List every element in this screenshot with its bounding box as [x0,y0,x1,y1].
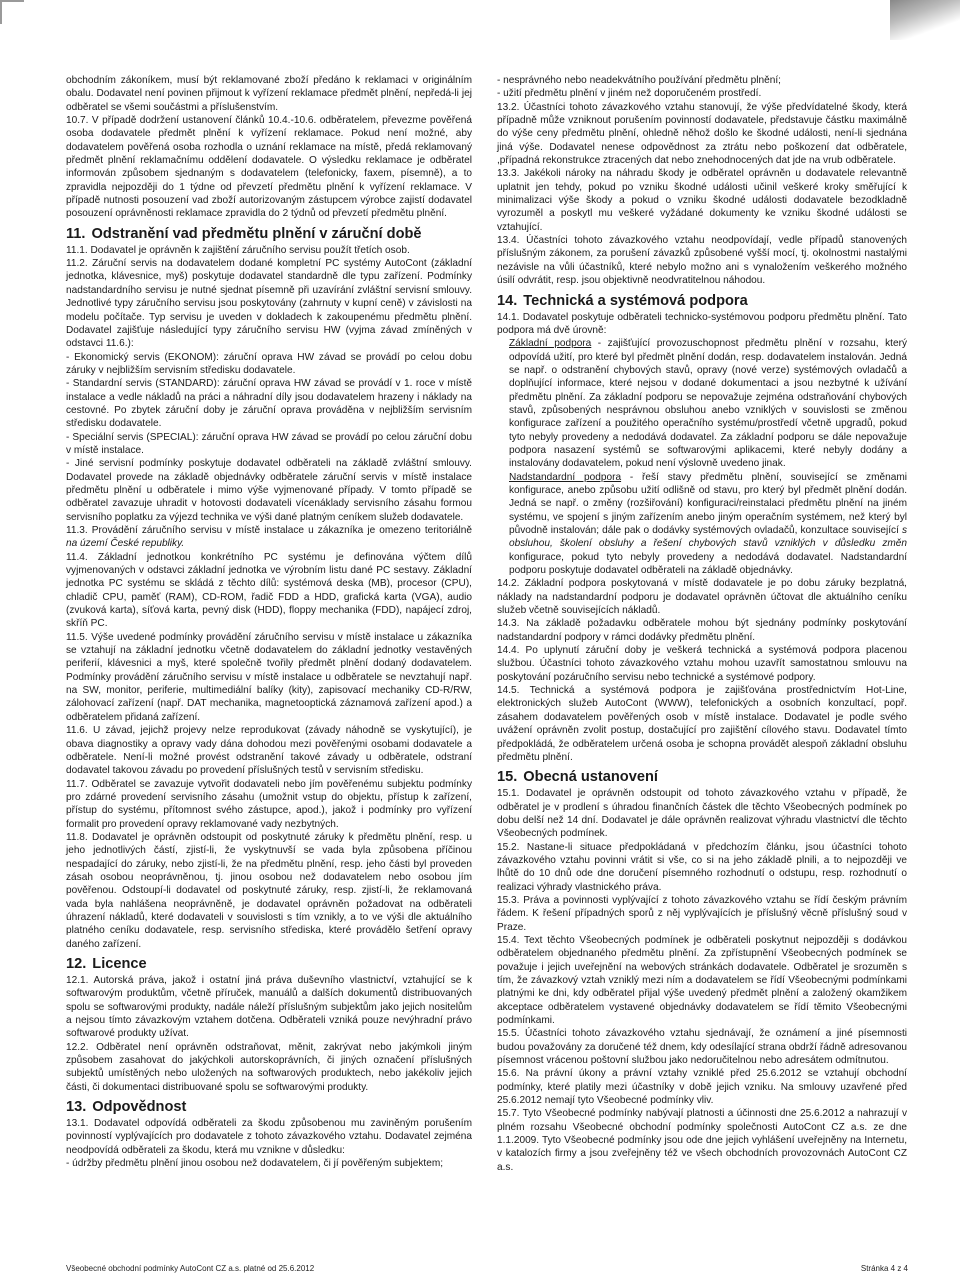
paragraph: 11.8. Dodavatel je oprávněn odstoupit od poskytnuté záruky k předmětu plnění, resp. u jeho jednotlivých částí, zjistí-li, že vyskytnuvší se vada byla způsobena příčinou nespadající do záruky, nebo zjistí-li, že na předmětu plnění, resp. jeho části byl proveden zásah osobou neoprávněnou, tj. jinou osobou než dodavatelem nebo osobou jím pověřenou. Odstoupí-li dodavatel od poskytnuté záruky, resp. zjistí-li, že reklamovaná vada byla nahlášena neoprávněně, je dodavatel oprávněn požadovat na odběrateli úhrazení nákladů, které dodavateli v souvislosti s tím vznikly, a to ve výši dle aktuálního platného ceníku dodavatele, resp. servisního střediska, které provádělo šetření opravy daného zařízení. [66,831,472,950]
paragraph: 11.5. Výše uvedené podmínky provádění záručního servisu v místě instalace u zákazníka se vztahují na základní jednotku včetně dodavatelem do základní jednotky vestavěných periferií, klávesnici a myš, které společně tvořily předmět plnění dodaný dodavatelem. Podmínky provádění záručního servisu v místě instalace u odběratele se nevztahují např. na SW, monitor, periferie, multimediální balíky (kity), zapisovací mechaniky CD-R/RW, zálohovací zařízení (např. DAT mechanika, magnetooptická záznamová zařízení apod.) a odběratelem přidaná zařízení. [66,631,472,723]
paragraph: Nadstandardní podpora - řeší stavy předmětu plnění, související se změnami konfigurace, anebo způsobu užití odlišně od stavu, pro který byl předmět plnění dodán. Jedná se např. o změny (rozšiřování) konfiguraci/reinstalaci předmětu plnění na jiném systému, ve spojení s jiným zařízením anebo jiným operačním systémem, než který byl původně instalován; dále pak o dodávky systémových ovladačů, konzultace související s obsluhou, školení obsluhy a řešení chybových stavů vzniklých v důsledku změn konfigurace, pokud tyto nebyly provedeny a nedodává dodavatel. Nadstandardní podporu poskytuje dodavatel odběrateli na základě objednávky. [509,471,907,577]
footer-document-title: Všeobecné obchodní podmínky AutoCont CZ a.s. platné od 25.6.2012 [66,1264,315,1273]
paragraph: 11.3. Provádění záručního servisu v místě instalace u zákazníka je omezeno teritoriálně na území České republiky. [66,525,472,550]
bullet-item: - nesprávného nebo neadekvátního používání předmětu plnění; [497,75,781,86]
bullet-item: - užití předmětu plnění v jiném než doporučeném prostředí. [497,88,762,100]
bullet-item: - Standardní servis (STANDARD): záruční oprava HW závad se provádí v 1. roce v místě instalace a vedle nákladů na práci a náhradní díly jsou dodavatelem hrazeny i náklady na cestovné. Po zbytek záruční doby je záruční oprava prováděna v nejbližším servisním středisku dodavatele. [66,378,472,430]
paragraph: 14.1. Dodavatel poskytuje odběrateli technicko-systémovou podporu předmětu plnění. Tato podpora má dvě úrovně: [497,311,907,336]
paragraph: 14.2. Základní podpora poskytovaná v místě dodavatele je po dobu záruky bezplatná, náklady na nadstandardní podporu je dodavatel oprávněn účtovat dle aktuálního ceníku služeb včetně souvisejících nákladů. [497,578,907,617]
paragraph: 15.5. Účastníci tohoto závazkového vztahu sjednávají, že oznámení a jiné písemnosti budou považovány za doručené též dnem, kdy odesílající strana obdrží řádně adresovanou písemnost vrácenou poštovní službou jako nedoručitelnou nebo adresátem odmítnutou. [497,1028,907,1067]
paragraph: 11.6. U závad, jejichž projevy nelze reprodukovat (závady náhodně se vyskytující), je obava diagnostiky a opravy vady dána dohodou mezi pověřenými osobami dodavatele a odběratele. Není-li možné provést odstranění takové závady u odběratele, odstraní dodavatel takovou závadu po provedení příslušných testů v servisním středisku. [66,725,472,777]
right-column [497,74,907,1174]
paragraph: 12.1. Autorská práva, jakož i ostatní jiná práva duševního vlastnictví, vztahující se k softwarovým produktům, včetně příruček, manuálů a dalších dokumentů distribuovaných spolu se softwarovými produkty, nadále náleží příslušným subjektům jako jejich nositelům a nejsou tímto závazkovým vztahem dotčena. Odběrateli vzniká pouze nevýhradní právo softwarové produkty užívat. [66,975,472,1040]
paragraph: 13.3. Jakékoli nároky na náhradu škody je odběratel oprávněn u dodavatele relevantně uplatnit jen tehdy, pokud po vzniku škodné události učinil veškeré kroky směřující k minimalizaci výše škody a pokud o vzniku škodné události dodavatele bezodkladně vyrozuměl a poskytl mu veškeré vyžádané dokumenty ke vzniku škodné události se vztahující. [497,168,907,233]
paragraph: obchodním zákoníkem, musí být reklamované zboží předáno k reklamaci v originálním obalu. Dodavatel není povinen přijmout k vyřízení reklamace předmět plnění, nepředá-li jej odběratel se všemi součástmi a příslušenstvím. [66,75,472,113]
paragraph: 15.2. Nastane-li situace předpokládaná v předchozím článku, jsou účastníci tohoto závazkového vztahu povinni vrátit si vše, co si na jeho základě plnili, a to nejpozději ve lhůtě do 10 dnů ode dne doručení písemného rozhodnutí o odstupu, resp. rozhodnutí o realizaci výhrady vlastnického práva. [497,841,907,893]
scan-corner-shadow [890,0,960,40]
section-heading-15: 15. Obecná ustanovení [497,769,658,786]
paragraph: 15.3. Práva a povinnosti vyplývající z tohoto závazkového vztahu se řídí českým právním řádem. K řešení případných sporů z něj vyplývajících je příslušný věcně příslušný soud v Praze. [497,894,907,933]
bullet-item: - Jiné servisní podmínky poskytuje dodavatel odběrateli na základě zvláštní smlouvy. Dodavatel provede na základě objednávky odběratele záruční servis v místě instalace předmětu plnění u odběratele i mimo výše vyjmenované případy. V tomto případě se odběratel zavazuje uhradit v hotovosti dodavateli vícenáklady servisního zásahu formou servisního poplatku za výjezd technika ve výši dané platným ceníkem služeb dodavatele. [66,458,472,523]
bullet-item: - Speciální servis (SPECIAL): záruční oprava HW závad se provádí po celou záruční dobu v místě instalace. [66,431,472,456]
paragraph: 13.1. Dodavatel odpovídá odběrateli za škodu způsobenou mu zaviněným porušením povinností vyplývajících pro dodavatele z tohoto závazkového vztahu. Dodavatel zejména neodpovídá odběrateli za škodu, která mu vznikne v důsledku: [66,1118,472,1156]
paragraph: 11.7. Odběratel se zavazuje vytvořit dodavateli nebo jím pověřenému subjektu podmínky pro zdárné provedení servisního zásahu (umožnit vstup do objektu, přístup k zařízení, přístup do systému, přítomnost svého zástupce, apod.), jakož i podmínky pro vyřízení formalit pro provedení opravy reklamované vady nezbytných. [66,778,472,830]
paragraph: 11.4. Základní jednotkou konkrétního PC systému je definována výčtem dílů vyjmenovaných v odstavci základní jednotka ve výrobním listu dané PC sestavy. Základní jednotka PC systému se skládá z těchto dílů: systémová deska (MB), procesor (CPU), chladič CPU, paměť (RAM), CD-ROM, řadič FDD a HDD, grafická karta (VGA), audio (zvuková karta), síťová karta, pevný disk (HDD), floppy mechanika (FDD), napájecí zdroj, skříň PC. [66,551,472,630]
paragraph: 14.3. Na základě požadavku odběratele mohou být sjednány podmínky poskytování nadstandardní podpory v rámci dodávky předmětu plnění. [497,618,907,643]
page-footer [66,1264,908,1273]
paragraph: 15.6. Na právní úkony a právní vztahy vzniklé před 25.6.2012 se vztahují obchodní podmínky, které platily mezi účastníky v době jejich vzniku. Na smlouvy uzavřené před 25.6.2012 nemají tyto Všeobecné podmínky vliv. [497,1068,907,1107]
section-heading-11: 11. Odstranění vad předmětu plnění v záruční době [66,225,422,242]
scan-corner-mark [0,0,24,24]
paragraph: 15.7. Tyto Všeobecné podmínky nabývají platnosti a účinnosti dne 25.6.2012 a nahrazují v plném rozsahu Všeobecné obchodní podmínky společnosti AutoCont CZ a.s. ze dne 1.1.2009. Tyto Všeobecné podmínky jsou ode dne jejich vyhlášení uveřejněny na Internetu, v katalozích firmy a jsou zveřejněny též ve všech obchodních provozovnách AutoCont CZ a.s. [497,1108,907,1173]
section-heading-13: 13. Odpovědnost [66,1099,187,1116]
section-heading-12: 12. Licence [66,956,147,972]
section-heading-14: 14. Technická a systémová podpora [497,292,748,309]
paragraph: 13.2. Účastníci tohoto závazkového vztahu stanovují, že výše předvídatelné škody, která případně může vzniknout porušením povinností dodavatele, představuje částku maximálně do výše ceny předmětu plnění, ohledně něhož došlo ke škodné události, není-li sjednána jiná výše. Dodavatel nenese odpovědnost za ztrátu nebo poškození dat odběratele, ,případná rekonstrukce ztracených dat nebo znehodnocených dat jde na vrub odběratele. [497,101,907,167]
page-number: Stránka 4 z 4 [860,1264,908,1273]
paragraph: 10.7. V případě dodržení ustanovení článků 10.4.-10.6. odběratelem, převezme pověřená osoba dodavatele předmět plnění k vyřízení reklamace. Pokud není možné, aby dodavatelem pověřená osoba rozhodla o uznání reklamace na místě, předá reklamovaný předmět plnění reklamačnímu oddělení dodavatele. O výsledku reklamace je odběratel informován způsobem sjednaným s dodavatelem (telefonicky, faxem, písemně), a to zpravidla nejpozději do 1 týdne od převzetí předmětu plnění k vyřízení reklamace. V případě nutnosti posouzení vad zboží autorizovaným zástupcem výrobce zajistí dodavatel posouzení oprávněnosti reklamace zpravidla do 2 týdnů od převzetí předmětu plnění. [66,115,472,220]
paragraph: 15.1. Dodavatel je oprávněn odstoupit od tohoto závazkového vztahu v případě, že odběratel je v prodlení s úhradou finančních částek dle těchto Všeobecných podmínek po dobu delší než 14 dní. Dodavatel je dále oprávněn realizovat výhradu vlastnictví dle těchto Všeobecných podmínek. [497,788,907,840]
paragraph: 14.5. Technická a systémová podpora je zajišťována prostřednictvím Hot-Line, elektronických služeb AutoCont (WWW), telefonických a osobních konzultací, popř. zásahem dodavatelem pověřených osob v místě instalace. Dodavatel je podle svého uvážení oprávněn zvolit postup, dostačující pro zajištění cílového stavu. Dodavatel tímto předpokládá, že odběratelem určená osoba je schopna provádět alespoň základní obsluhu předmětu plnění. [497,685,907,763]
left-column [66,74,472,1170]
paragraph: 11.2. Záruční servis na dodavatelem dodané kompletní PC systémy AutoCont (základní jednotka, klávesnice, myš) poskytuje dodavatel standardně dle typu zařízení. Podmínky nadstandardního servisu je nutné sjednat písemně při uzavírání zvláštní servisní smlouvy. Jednotlivé typy záručního servisu jsou poskytovány (zahrnuty v kupní ceně) v závislosti na modelu počítače. Typ servisu je uveden v dokladech k zakoupenému předmětu plnění. Dodavatel zajišťuje následující typy záručního servisu HW (vyjma závad zmíněných v odstavci 11.6.): [66,258,472,350]
paragraph: Základní podpora - zajišťující provozuschopnost předmětu plnění v rozsahu, který odpovídá užití, pro které byl předmět plnění dodán, resp. dodavatelem instalován. Jedná se např. o odstranění chybových stavů, opravy (nové verze) systémových ovladačů a doplňující informace, které nejsou v dodané dokumentaci a jsou nezbytné k užívání předmětu plnění. Za základní podporu se nepovažuje zejména odstraňování chybových stavů, způsobených nesprávnou obsluhou anebo vzniklých v souvislosti se změnou konfigurace zařízení a použitého operačního systému/prostředí včetně upgradů, pokud tyto nebyly provedeny a nedodává dodavatel. Za základní podporu se dále nepovažuje podpora nasazení systémů se softwarovými aplikacemi, které nebyly dodány a instalovány dodavatelem, pokud není výslovně uvedeno jinak. [509,338,907,470]
bullet-item: - Ekonomický servis (EKONOM): záruční oprava HW závad se provádí po celou dobu záruky v nejbližším servisním středisku dodavatele. [66,351,472,376]
paragraph: 12.2. Odběratel není oprávněn odstraňovat, měnit, zakrývat nebo jakýmkoli jiným způsobem zasahovat do jakýchkoli autorskoprávních, či jiných označení příslušných subjektů umístěných nebo uložených na softwarových produktech, nebo jakékoliv jejich části, či dokumentaci distribuované spolu se softwarovými produkty. [66,1041,472,1093]
paragraph: 13.4. Účastníci tohoto závazkového vztahu neodpovídají, vedle případů stanovených příslušným zákonem, za porušení závazků způsobené vyšší mocí, tj. okolnostmi nastalými nezávisle na vůli účastníků, které nebylo možno ani s vynaložením veškerého možného úsilí odvrátit, resp. jsou objektivně neodvratitelnou náhodou. [497,235,907,287]
paragraph: 14.4. Po uplynutí záruční doby je veškerá technická a systémová podpora placenou službou. Účastníci tohoto závazkového vztahu mohou uzavřít samostatnou smlouvu na poskytování pozáručního servisu nebo technické a systémové podpory. [497,645,907,683]
bullet-item: - údržby předmětu plnění jinou osobou než dodavatelem, či jí pověřeným subjektem; [66,1158,444,1170]
paragraph: 11.1. Dodavatel je oprávněn k zajištění záručního servisu použít třetích osob. [66,244,410,256]
paragraph: 15.4. Text těchto Všeobecných podmínek je odběrateli poskytnut nejpozději s dodávkou odběratelem objednaného předmětu plnění. Za zpřístupnění Všeobecných podmínek se považuje i jejich uveřejnění na webových stránkách dodavatele. Odběratel je srozuměn s tím, že závazkový vztah vzniklý mezi ním a dodavatelem se řídí Všeobecnými podmínkami platnými ke dni, kdy odběratel přijal výše uvedený předmět plnění a založený okamžikem akceptace odběratelem vystavené objednávky dodavatelem se řídí těmito Všeobecnými podmínkami. [497,934,907,1027]
